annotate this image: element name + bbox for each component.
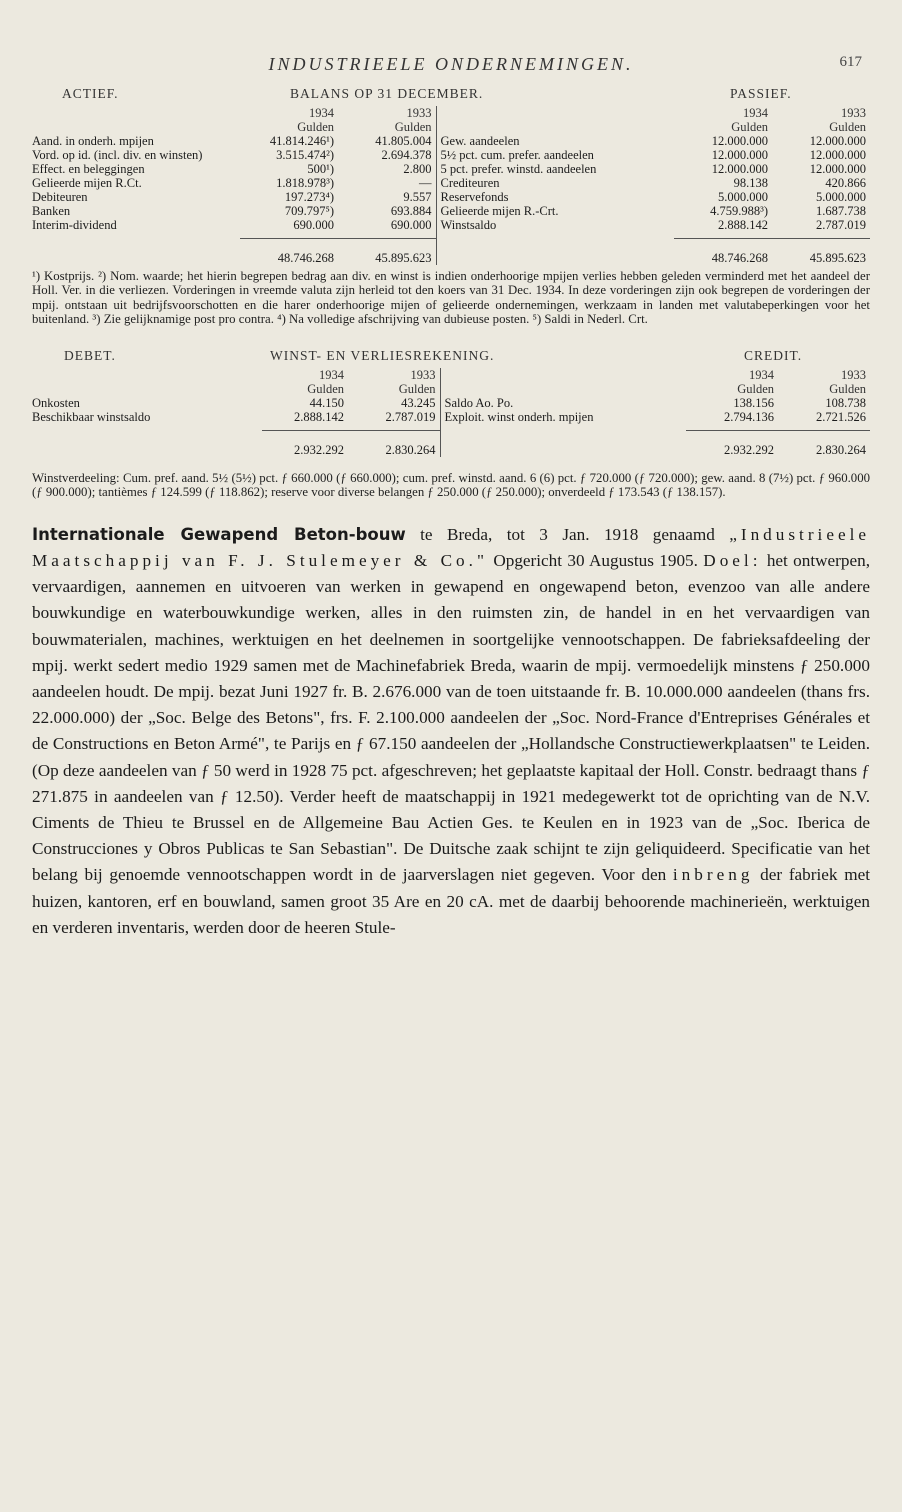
table-row	[32, 204, 870, 218]
row-label: Vord. op id. (incl. div. en winsten)	[32, 148, 203, 162]
value-1934: 2.794.136	[724, 410, 774, 425]
value-1933: 9.557	[403, 190, 432, 204]
balance-year-row	[32, 106, 870, 120]
year-1933: 1933	[841, 368, 866, 383]
value-1934: 709.797⁵)	[284, 204, 334, 218]
balance-title: BALANS OP 31 DECEMBER.	[290, 86, 484, 101]
year-1934: 1934	[749, 368, 774, 383]
value-1933: 690.000	[390, 218, 432, 232]
value-1934: 1.818.978³)	[276, 176, 334, 190]
unit-label: Gulden	[829, 120, 866, 134]
row-label: Aand. in onderh. mpijen	[32, 134, 154, 148]
value-1933: 2.721.526	[816, 410, 866, 425]
article-text: te Breda, tot 3 Jan. 1918 genaamd	[405, 524, 730, 544]
table-row	[32, 218, 870, 232]
value-1934: 2.888.142	[718, 218, 768, 232]
passief-label: PASSIEF.	[730, 86, 792, 101]
value-1933: 693.884	[390, 204, 432, 218]
pl-unit-row	[32, 382, 870, 396]
pl-heading	[32, 348, 870, 368]
profit-distribution: Winstverdeeling: Cum. pref. aand. 5½ (5½) pct. ƒ 660.000 (ƒ 660.000); cum. pref. winstd. aand. 6 (6) pct. ƒ 720.000 (ƒ 720.000); gew. aand. 8 (7½) pct. ƒ 960.000 (ƒ 900.000); tantièmes ƒ 124.599 (ƒ 118.862); reserve voor diverse belangen ƒ 250.000 (ƒ 250.000); onverdeeld ƒ 173.543 (ƒ 138.157).	[32, 471, 870, 500]
year-1933: 1933	[841, 106, 866, 120]
value-1934: 138.156	[733, 396, 774, 411]
value-1933: 43.245	[401, 396, 436, 411]
credit-label: CREDIT.	[744, 348, 803, 364]
value-1933: 2.800	[403, 162, 432, 176]
right-total-1933: 45.895.623	[809, 251, 866, 265]
left-total-1933: 45.895.623	[375, 251, 432, 265]
doel-label: Doel:	[703, 550, 762, 570]
value-1933: 41.805.004	[375, 134, 432, 148]
year-1934: 1934	[743, 106, 768, 120]
table-row	[32, 162, 870, 176]
value-1934: 5.000.000	[718, 190, 768, 204]
row-label: Gelieerde mijen R.-Crt.	[436, 204, 674, 218]
value-1934: 4.759.988³)	[710, 204, 768, 218]
row-label: Reservefonds	[436, 190, 674, 204]
row-label: Gew. aandeelen	[436, 134, 674, 148]
right-total-1934: 2.932.292	[724, 443, 774, 458]
total-row	[32, 239, 870, 266]
former-name: „Industrieele Maatschappij van F. J. Stulemeyer & Co."	[32, 524, 870, 570]
row-label: Gelieerde mijen R.Ct.	[32, 176, 142, 190]
value-1933: 420.866	[825, 176, 866, 190]
unit-label: Gulden	[731, 120, 768, 134]
left-total-1934: 2.932.292	[294, 443, 344, 458]
unit-label: Gulden	[307, 382, 344, 397]
balance-unit-row	[32, 120, 870, 134]
row-label: Effect. en beleggingen	[32, 162, 145, 176]
value-1934: 12.000.000	[711, 162, 768, 176]
actief-label: ACTIEF.	[62, 86, 119, 101]
table-row	[32, 190, 870, 204]
row-label: 5½ pct. cum. prefer. aandeelen	[436, 148, 674, 162]
article-text: Opgericht 30 Augustus 1905.	[487, 550, 704, 570]
value-1934: 197.273⁴)	[284, 190, 334, 204]
total-row	[32, 431, 870, 458]
row-label: Interim-dividend	[32, 218, 117, 232]
page-number: 617	[839, 54, 862, 70]
year-1933: 1933	[410, 368, 436, 383]
value-1934: 44.150	[309, 396, 344, 411]
table-row	[32, 410, 870, 424]
inbreng-word: inbreng	[672, 865, 754, 885]
balance-table	[32, 106, 870, 265]
value-1933: 2.787.019	[385, 410, 436, 425]
pl-title: WINST- EN VERLIESREKENING.	[270, 348, 495, 364]
value-1933: 1.687.738	[816, 204, 866, 218]
balance-heading	[32, 86, 870, 106]
unit-label: Gulden	[394, 120, 432, 134]
row-label: Onkosten	[32, 396, 80, 411]
value-1933: 2.694.378	[381, 148, 432, 162]
left-total-1934: 48.746.268	[277, 251, 334, 265]
unit-label: Gulden	[737, 382, 774, 397]
company-name: Internationale Gewapend Beton-bouw	[32, 524, 406, 544]
year-1934: 1934	[309, 106, 334, 120]
value-1933: 5.000.000	[816, 190, 866, 204]
row-label: Crediteuren	[436, 176, 674, 190]
year-1934: 1934	[319, 368, 344, 383]
value-1933: 12.000.000	[809, 162, 866, 176]
value-1933: 12.000.000	[809, 134, 866, 148]
company-article	[32, 522, 870, 941]
table-row	[32, 396, 870, 410]
value-1934: 12.000.000	[711, 148, 768, 162]
unit-label: Gulden	[297, 120, 334, 134]
row-label: Beschikbaar winstsaldo	[32, 410, 151, 425]
value-1933: —	[419, 176, 432, 190]
pl-year-row	[32, 368, 870, 382]
debet-label: DEBET.	[64, 348, 116, 364]
row-label: Debiteuren	[32, 190, 88, 204]
value-1934: 12.000.000	[711, 134, 768, 148]
value-1934: 41.814.246¹)	[269, 134, 334, 148]
row-label: Saldo Ao. Po.	[440, 396, 686, 410]
running-head	[32, 46, 870, 76]
left-total-1933: 2.830.264	[385, 443, 436, 458]
value-1933: 2.787.019	[816, 218, 866, 232]
year-1933: 1933	[406, 106, 432, 120]
article-text: der fabriek met huizen, kantoren, erf en bouwland, samen groot 35 Are en 20 cA. met de daarbij behoorende machinerieën, werktuigen en verderen inventaris, werden door de heeren Stule-	[32, 865, 870, 937]
pl-table	[32, 368, 870, 457]
row-label: Winstsaldo	[436, 218, 674, 232]
unit-label: Gulden	[398, 382, 436, 397]
row-label: 5 pct. prefer. winstd. aandeelen	[436, 162, 674, 176]
right-total-1934: 48.746.268	[711, 251, 768, 265]
row-label: Exploit. winst onderh. mpijen	[440, 410, 686, 424]
value-1934: 2.888.142	[294, 410, 344, 425]
value-1934: 690.000	[293, 218, 334, 232]
page	[32, 46, 870, 958]
table-row	[32, 134, 870, 148]
value-1934: 3.515.474²)	[276, 148, 334, 162]
table-row	[32, 148, 870, 162]
table-row	[32, 176, 870, 190]
balance-footnotes: ¹) Kostprijs. ²) Nom. waarde; het hierin begrepen bedrag aan div. en winst is indien onderhoorige mpijen verlies hebben geleden verminderd met het aandeel der Holl. Ver. in die verliezen. Vorderingen in vreemde valuta zijn herleid tot den koers van 31 Dec. 1934. In deze vorderingen zijn ook begrepen de vorderingen der mpij. ontstaan uit bedrijfsvoorschotten en die harer onderhoorige mijen of gelieerde ondernemingen, werkzaam in landen met valutabeperkingen voor het buitenland. ³) Zie gelijknamige post pro contra. ⁴) Na volledige afschrijving van dubieuse posten. ⁵) Saldi in Nederl. Crt.	[32, 269, 870, 326]
value-1933: 12.000.000	[809, 148, 866, 162]
value-1934: 98.138	[733, 176, 768, 190]
running-title: INDUSTRIEELE ONDERNEMINGEN.	[268, 54, 634, 74]
value-1934: 500¹)	[307, 162, 334, 176]
right-total-1933: 2.830.264	[816, 443, 866, 458]
row-label: Banken	[32, 204, 71, 218]
article-text: het ontwerpen, vervaardigen, aannemen en uitvoeren van werken in gewapend en ongewapend beton, evenzoo van alle andere bouwkundige en waterbouwkundige werken, alles in den ruimsten zin, de handel in en het vervaardigen van bouwmaterialen, machines, werktuigen en het deelnemen in soortgelijke vennootschappen. De fabrieksafdeeling der mpij. werkt sedert medio 1929 samen met de Machinefabriek Breda, waarin de mpij. vermoedelijk minstens ƒ 250.000 aandeelen houdt. De mpij. bezat Juni 1927 fr. B. 2.676.000 van de toen uitstaande fr. B. 10.000.000 aandeelen (thans frs. 22.000.000) der „Soc. Belge des Betons", frs. F. 2.100.000 aandeelen der „Soc. Nord-France d'Entreprises Générales et de Constructions en Beton Armé", te Parijs en ƒ 67.150 aandeelen der „Hollandsche Constructiewerkplaatsen" te Leiden. (Op deze aandeelen van ƒ 50 werd in 1928 75 pct. afgeschreven; het geplaatste kapitaal der Holl. Constr. bedraagt thans ƒ 271.875 in aandeelen van ƒ 12.50). Verder heeft de maatschappij in 1921 medegewerkt tot de oprichting van de N.V. Ciments de Thieu te Brussel en de Allgemeine Bau Actien Ges. te Keulen en in 1923 van de „Soc. Iberica de Construcciones y Obros Publicas te San Sebastian". De Duitsche zaak schijnt te zijn geliquideerd. Specificatie van het belang bij genoemde vennootschappen wordt in de jaarverslagen niet gegeven. Voor den	[32, 550, 870, 885]
value-1933: 108.738	[825, 396, 866, 411]
unit-label: Gulden	[829, 382, 866, 397]
